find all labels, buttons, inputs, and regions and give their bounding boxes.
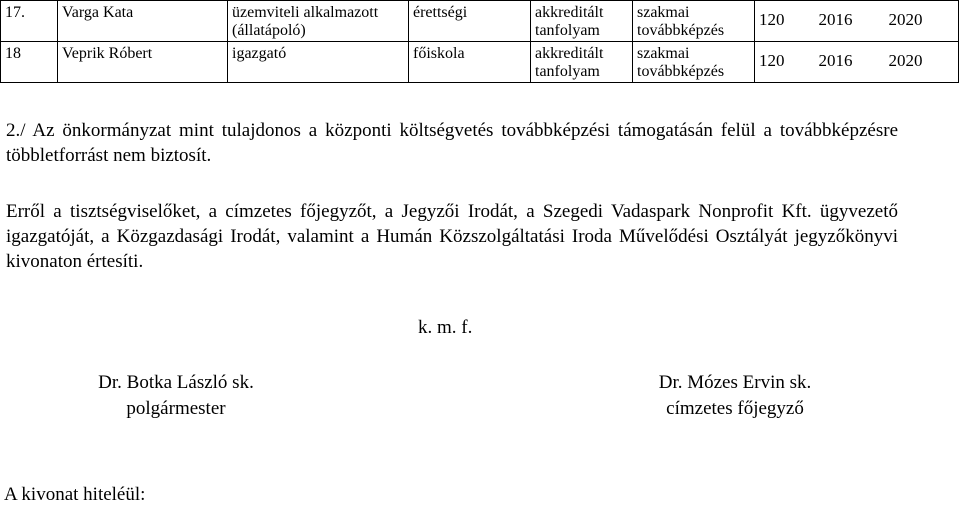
training-type: szakmai továbbképzés	[633, 1, 755, 42]
training-kind: akkreditált tanfolyam	[531, 1, 633, 42]
education-level: érettségi	[409, 1, 531, 42]
employee-position: üzemviteli alkalmazott (állatápoló)	[228, 1, 409, 42]
signature-name: Dr. Mózes Ervin sk.	[658, 372, 812, 393]
signature-chief-notary	[630, 370, 840, 422]
end-year: 2020	[885, 42, 959, 83]
start-year: 2016	[815, 42, 885, 83]
employee-position: igazgató	[228, 42, 409, 83]
signature-title: polgármester	[126, 398, 226, 419]
paragraph-notification: Erről a tisztségviselőket, a címzetes főjegyzőt, a Jegyzői Irodát, a Szegedi Vadaspark Nonprofit Kft. ügyvezető igazgatóját, a Közgazdasági Irodát, valamint a Humán Közszolgáltatási Iroda Művelődési Osztályát jegyzőkönyvi kivonaton értesíti.	[6, 201, 898, 272]
kmf-mark: k. m. f.	[418, 317, 473, 338]
training-kind: akkreditált tanfolyam	[531, 42, 633, 83]
training-hours: 120	[755, 1, 815, 42]
table-row	[1, 42, 959, 83]
row-index: 18	[1, 42, 58, 83]
education-level: főiskola	[409, 42, 531, 83]
signature-title: címzetes főjegyző	[666, 398, 804, 419]
signature-mayor	[76, 370, 276, 422]
training-hours: 120	[755, 42, 815, 83]
training-type: szakmai továbbképzés	[633, 42, 755, 83]
end-year: 2020	[885, 1, 959, 42]
certification-line: A kivonat hiteléül:	[4, 484, 146, 505]
signature-name: Dr. Botka László sk.	[98, 372, 254, 393]
table-row	[1, 1, 959, 42]
row-index: 17.	[1, 1, 58, 42]
staff-training-table	[0, 0, 959, 83]
employee-name: Veprik Róbert	[58, 42, 228, 83]
start-year: 2016	[815, 1, 885, 42]
employee-name: Varga Kata	[58, 1, 228, 42]
paragraph-funding: 2./ Az önkormányzat mint tulajdonos a központi költségvetés továbbképzési támogatásán felül a továbbképzésre többletforrást nem biztosít.	[6, 120, 898, 166]
